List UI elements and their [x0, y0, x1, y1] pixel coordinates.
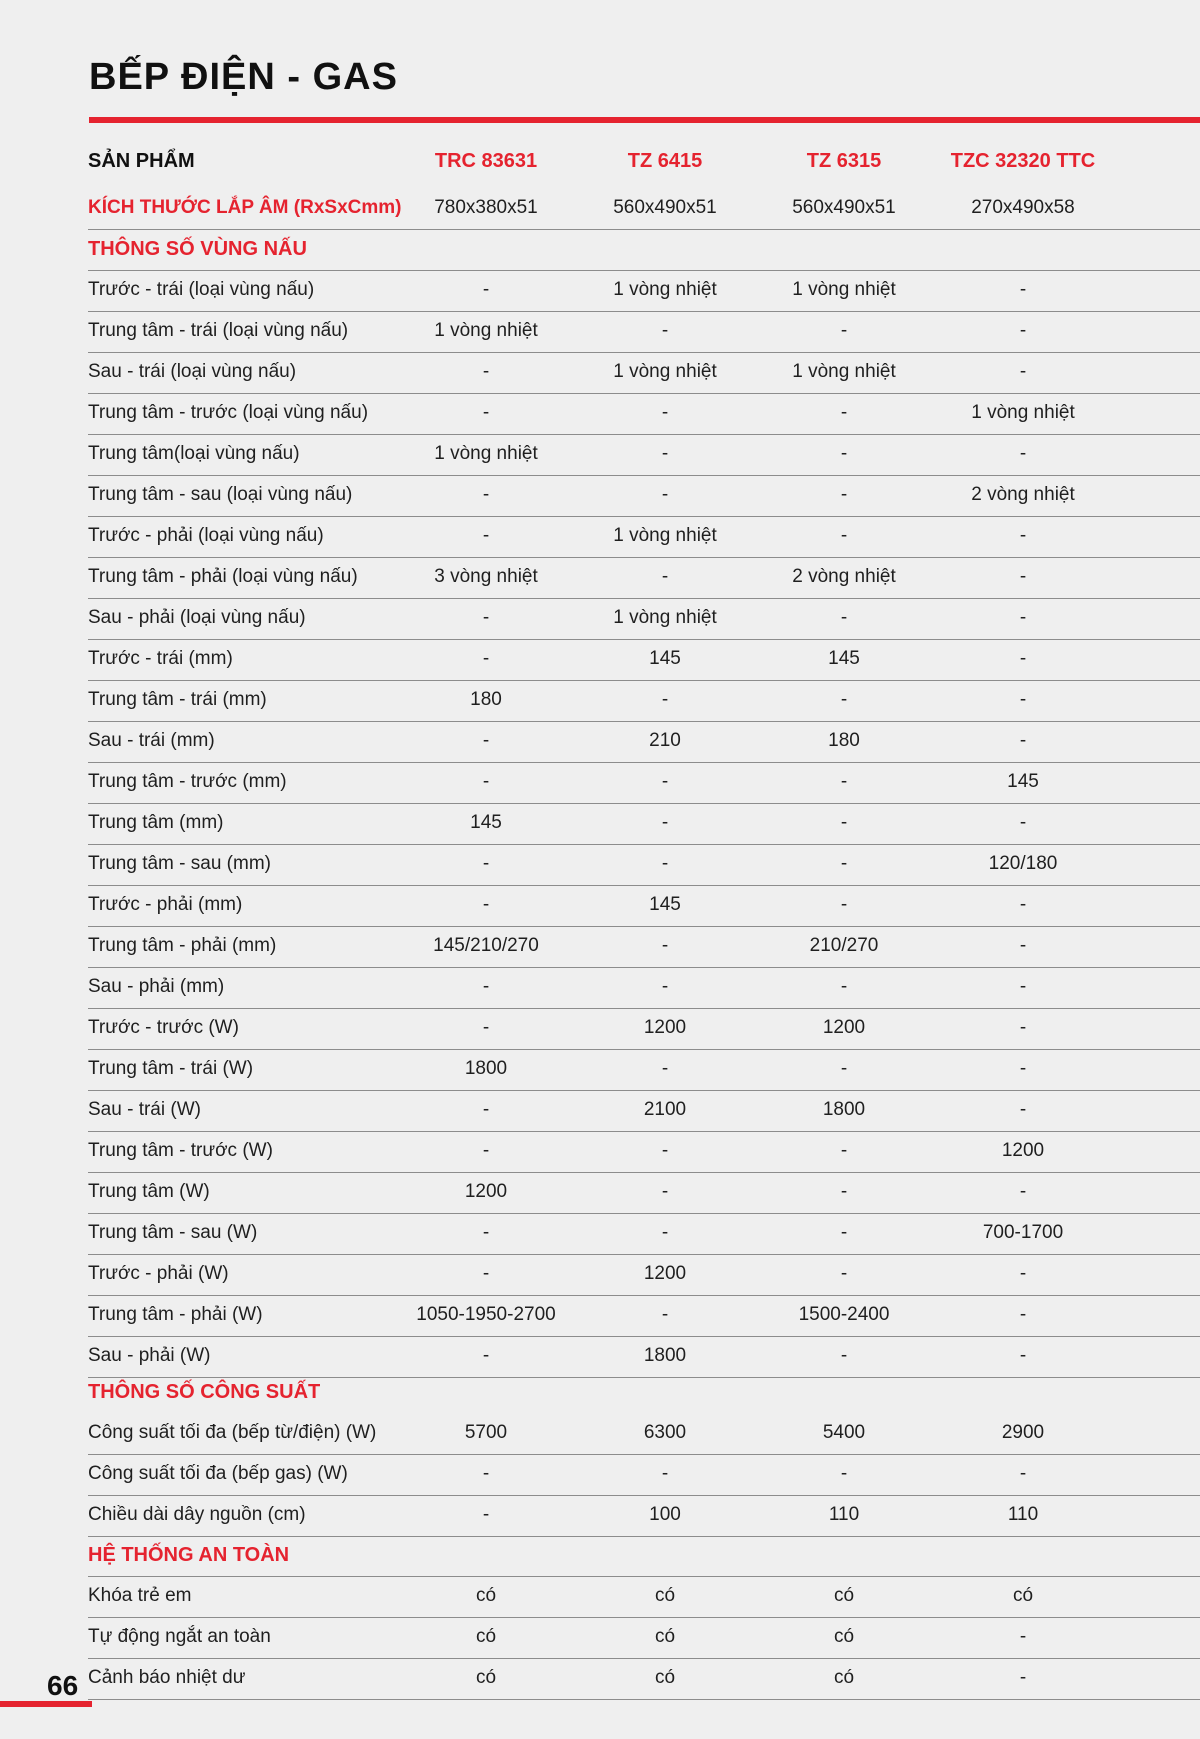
cell: -: [1019, 730, 1027, 751]
cell: có: [475, 1626, 497, 1647]
cell: -: [482, 894, 490, 915]
row-label: Trước - phải (W): [88, 1263, 229, 1284]
cell: -: [1019, 689, 1027, 710]
table-row: [88, 762, 1200, 804]
product-name: TRC 83631: [434, 150, 538, 172]
row-label: Trung tâm(loại vùng nấu): [88, 443, 300, 464]
cell: 2 vòng nhiệt: [792, 566, 896, 587]
cell: có: [654, 1626, 676, 1647]
cell: -: [661, 771, 669, 792]
section-title: THÔNG SỐ CÔNG SUẤT: [88, 1381, 321, 1403]
install-size-label: KÍCH THƯỚC LẮP ÂM (RxSxCmm): [88, 197, 402, 218]
cell: -: [661, 689, 669, 710]
cell: -: [482, 648, 490, 669]
cell: 145: [1007, 771, 1039, 792]
cell: -: [661, 935, 669, 956]
row-label: Tự động ngắt an toàn: [88, 1626, 271, 1647]
table-row: [88, 1495, 1200, 1537]
table-row: [88, 844, 1200, 886]
table-row: [88, 1658, 1200, 1700]
row-label: Trung tâm - sau (W): [88, 1222, 258, 1243]
cell: có: [1012, 1585, 1034, 1606]
cell: 1 vòng nhiệt: [613, 361, 717, 382]
table-row: [88, 1131, 1200, 1173]
cell: 145: [470, 812, 502, 833]
title-divider: [89, 117, 1200, 123]
cell: 780x380x51: [434, 197, 538, 218]
row-label: Trung tâm - phải (loại vùng nấu): [88, 566, 358, 587]
cell: 1200: [464, 1181, 508, 1202]
cell: 1200: [643, 1017, 687, 1038]
cell: 1 vòng nhiệt: [613, 607, 717, 628]
cell: 700-1700: [982, 1222, 1064, 1243]
cell: 270x490x58: [971, 197, 1075, 218]
cell: -: [482, 976, 490, 997]
cell: 1500-2400: [798, 1304, 890, 1325]
cell: -: [661, 443, 669, 464]
cell: 1 vòng nhiệt: [613, 525, 717, 546]
row-label: Sau - trái (W): [88, 1099, 201, 1120]
cell: 2100: [643, 1099, 687, 1120]
cell: -: [840, 402, 848, 423]
table-row: [88, 475, 1200, 517]
cell: -: [1019, 566, 1027, 587]
table-row: [88, 1617, 1200, 1659]
cell: -: [840, 894, 848, 915]
cell: có: [475, 1667, 497, 1688]
cell: -: [661, 1140, 669, 1161]
cell: 145: [828, 648, 860, 669]
cell: 6300: [643, 1422, 687, 1443]
cell: -: [482, 1463, 490, 1484]
cell: -: [840, 812, 848, 833]
table-row: [88, 1295, 1200, 1337]
section-cooking-zone: [88, 229, 1200, 271]
product-name: TZC 32320 TTC: [950, 150, 1096, 172]
table-row: [88, 1090, 1200, 1132]
section-power: [88, 1372, 1200, 1413]
row-label: Trước - trước (W): [88, 1017, 239, 1038]
cell: -: [661, 812, 669, 833]
cell: -: [840, 771, 848, 792]
cell: -: [482, 1099, 490, 1120]
cell: 180: [828, 730, 860, 751]
cell: 2 vòng nhiệt: [971, 484, 1075, 505]
cell: có: [475, 1585, 497, 1606]
cell: có: [654, 1667, 676, 1688]
cell: -: [482, 1345, 490, 1366]
row-label: Chiều dài dây nguồn (cm): [88, 1504, 306, 1525]
cell: -: [1019, 525, 1027, 546]
table-row: [88, 967, 1200, 1009]
row-label: Trước - phải (mm): [88, 894, 243, 915]
cell: -: [1019, 1181, 1027, 1202]
row-label: Trước - phải (loại vùng nấu): [88, 525, 324, 546]
product-name: TZ 6415: [627, 150, 703, 172]
cell: -: [482, 361, 490, 382]
cell: có: [833, 1667, 855, 1688]
cell: -: [661, 976, 669, 997]
cell: -: [1019, 894, 1027, 915]
cell: -: [1019, 1058, 1027, 1079]
cell: -: [482, 279, 490, 300]
cell: -: [661, 1463, 669, 1484]
cell: -: [1019, 279, 1027, 300]
cell: -: [661, 1181, 669, 1202]
row-label: Khóa trẻ em: [88, 1585, 192, 1606]
table-row: [88, 557, 1200, 599]
page-title: BẾP ĐIỆN - GAS: [89, 56, 398, 98]
cell: -: [1019, 607, 1027, 628]
row-label: Trung tâm - trước (mm): [88, 771, 287, 792]
cell: 180: [470, 689, 502, 710]
cell: 210: [649, 730, 681, 751]
cell: -: [840, 320, 848, 341]
row-label: Trung tâm - sau (loại vùng nấu): [88, 484, 353, 505]
cell: -: [1019, 1099, 1027, 1120]
cell: có: [654, 1585, 676, 1606]
cell: -: [1019, 648, 1027, 669]
cell: -: [840, 689, 848, 710]
cell: -: [482, 402, 490, 423]
cell: -: [1019, 1667, 1027, 1688]
table-row: [88, 1172, 1200, 1214]
page-number-bar: [0, 1701, 92, 1707]
cell: 120/180: [988, 853, 1058, 874]
cell: 1 vòng nhiệt: [434, 443, 538, 464]
cell: -: [661, 402, 669, 423]
cell: -: [1019, 976, 1027, 997]
table-row: [88, 393, 1200, 435]
cell: 1 vòng nhiệt: [792, 361, 896, 382]
cell: -: [1019, 812, 1027, 833]
cell: -: [840, 1345, 848, 1366]
cell: 110: [1007, 1504, 1039, 1525]
cell: -: [840, 1181, 848, 1202]
page-number: 66: [47, 1670, 79, 1701]
cell: 1200: [1001, 1140, 1045, 1161]
install-size-row: [88, 188, 1200, 230]
cell: -: [840, 1463, 848, 1484]
cell: -: [840, 443, 848, 464]
section-title: HỆ THỐNG AN TOÀN: [88, 1544, 290, 1566]
table-row: [88, 926, 1200, 968]
row-label: Sau - trái (mm): [88, 730, 215, 751]
row-label: Trước - trái (loại vùng nấu): [88, 279, 315, 300]
cell: -: [482, 1504, 490, 1525]
cell: -: [1019, 1626, 1027, 1647]
row-label: Sau - phải (W): [88, 1345, 211, 1366]
table-header-row: [88, 141, 1200, 182]
cell: 1800: [643, 1345, 687, 1366]
cell: -: [482, 484, 490, 505]
header-product-label: SẢN PHẨM: [88, 150, 195, 172]
cell: 1050-1950-2700: [416, 1304, 556, 1325]
cell: -: [840, 607, 848, 628]
cell: 1 vòng nhiệt: [613, 279, 717, 300]
row-label: Trung tâm - trái (W): [88, 1058, 254, 1079]
row-label: Trung tâm - sau (mm): [88, 853, 271, 874]
cell: có: [833, 1626, 855, 1647]
cell: 145: [649, 648, 681, 669]
cell: 110: [828, 1504, 860, 1525]
cell: -: [661, 1058, 669, 1079]
table-row: [88, 1213, 1200, 1255]
cell: -: [1019, 443, 1027, 464]
cell: 145/210/270: [433, 935, 539, 956]
cell: -: [482, 1017, 490, 1038]
cell: 5400: [822, 1422, 866, 1443]
cell: 560x490x51: [613, 197, 717, 218]
cell: 3 vòng nhiệt: [434, 566, 538, 587]
row-label: Trung tâm - trái (mm): [88, 689, 267, 710]
row-label: Trước - trái (mm): [88, 648, 233, 669]
table-row: [88, 803, 1200, 845]
table-row: [88, 1413, 1200, 1455]
table-row: [88, 434, 1200, 476]
cell: -: [1019, 935, 1027, 956]
row-label: Sau - trái (loại vùng nấu): [88, 361, 297, 382]
table-row: [88, 1049, 1200, 1091]
cell: -: [482, 730, 490, 751]
cell: -: [482, 1263, 490, 1284]
cell: 1 vòng nhiệt: [792, 279, 896, 300]
cell: -: [661, 1304, 669, 1325]
cell: -: [661, 566, 669, 587]
table-row: [88, 721, 1200, 763]
cell: -: [661, 1222, 669, 1243]
cell: 1800: [822, 1099, 866, 1120]
cell: -: [661, 484, 669, 505]
cell: -: [482, 525, 490, 546]
row-label: Trung tâm (mm): [88, 812, 224, 833]
cell: -: [1019, 1017, 1027, 1038]
cell: 1 vòng nhiệt: [434, 320, 538, 341]
cell: 1800: [464, 1058, 508, 1079]
cell: -: [1019, 361, 1027, 382]
cell: -: [661, 853, 669, 874]
table-row: [88, 1576, 1200, 1618]
section-title: THÔNG SỐ VÙNG NẤU: [88, 238, 307, 260]
table-row: [88, 1254, 1200, 1296]
cell: -: [840, 484, 848, 505]
cell: -: [1019, 1263, 1027, 1284]
cell: -: [1019, 1345, 1027, 1366]
table-row: [88, 352, 1200, 394]
row-label: Trung tâm - trước (loại vùng nấu): [88, 402, 369, 423]
row-label: Trung tâm - phải (W): [88, 1304, 263, 1325]
cell: -: [1019, 1463, 1027, 1484]
cell: 210/270: [809, 935, 879, 956]
cell: -: [840, 1263, 848, 1284]
table-row: [88, 1008, 1200, 1050]
row-label: Sau - phải (loại vùng nấu): [88, 607, 306, 628]
cell: -: [840, 853, 848, 874]
cell: -: [1019, 1304, 1027, 1325]
cell: 145: [649, 894, 681, 915]
cell: có: [833, 1585, 855, 1606]
cell: -: [482, 607, 490, 628]
cell: -: [1019, 320, 1027, 341]
cell: -: [482, 1140, 490, 1161]
cell: 5700: [464, 1422, 508, 1443]
cell: 2900: [1001, 1422, 1045, 1443]
table-row: [88, 1454, 1200, 1496]
table-row: [88, 311, 1200, 353]
cell: 1200: [822, 1017, 866, 1038]
row-label: Cảnh báo nhiệt dư: [88, 1667, 246, 1688]
cell: 560x490x51: [792, 197, 896, 218]
row-label: Sau - phải (mm): [88, 976, 225, 997]
cell: -: [840, 976, 848, 997]
cell: -: [840, 1058, 848, 1079]
row-label: Trung tâm (W): [88, 1181, 210, 1202]
cell: -: [840, 525, 848, 546]
table-row: [88, 270, 1200, 312]
cell: 100: [649, 1504, 681, 1525]
row-label: Trung tâm - phải (mm): [88, 935, 277, 956]
row-label: Trung tâm - trái (loại vùng nấu): [88, 320, 349, 341]
cell: 1 vòng nhiệt: [971, 402, 1075, 423]
row-label: Trung tâm - trước (W): [88, 1140, 273, 1161]
section-safety: [88, 1535, 1200, 1577]
table-row: [88, 680, 1200, 722]
table-row: [88, 516, 1200, 558]
table-row: [88, 639, 1200, 681]
product-name: TZ 6315: [806, 150, 882, 172]
cell: -: [482, 853, 490, 874]
cell: -: [840, 1222, 848, 1243]
row-label: Công suất tối đa (bếp từ/điện) (W): [88, 1422, 377, 1443]
cell: -: [482, 1222, 490, 1243]
table-row: [88, 885, 1200, 927]
cell: -: [840, 1140, 848, 1161]
row-label: Công suất tối đa (bếp gas) (W): [88, 1463, 348, 1484]
cell: -: [661, 320, 669, 341]
table-row: [88, 598, 1200, 640]
cell: 1200: [643, 1263, 687, 1284]
cell: -: [482, 771, 490, 792]
